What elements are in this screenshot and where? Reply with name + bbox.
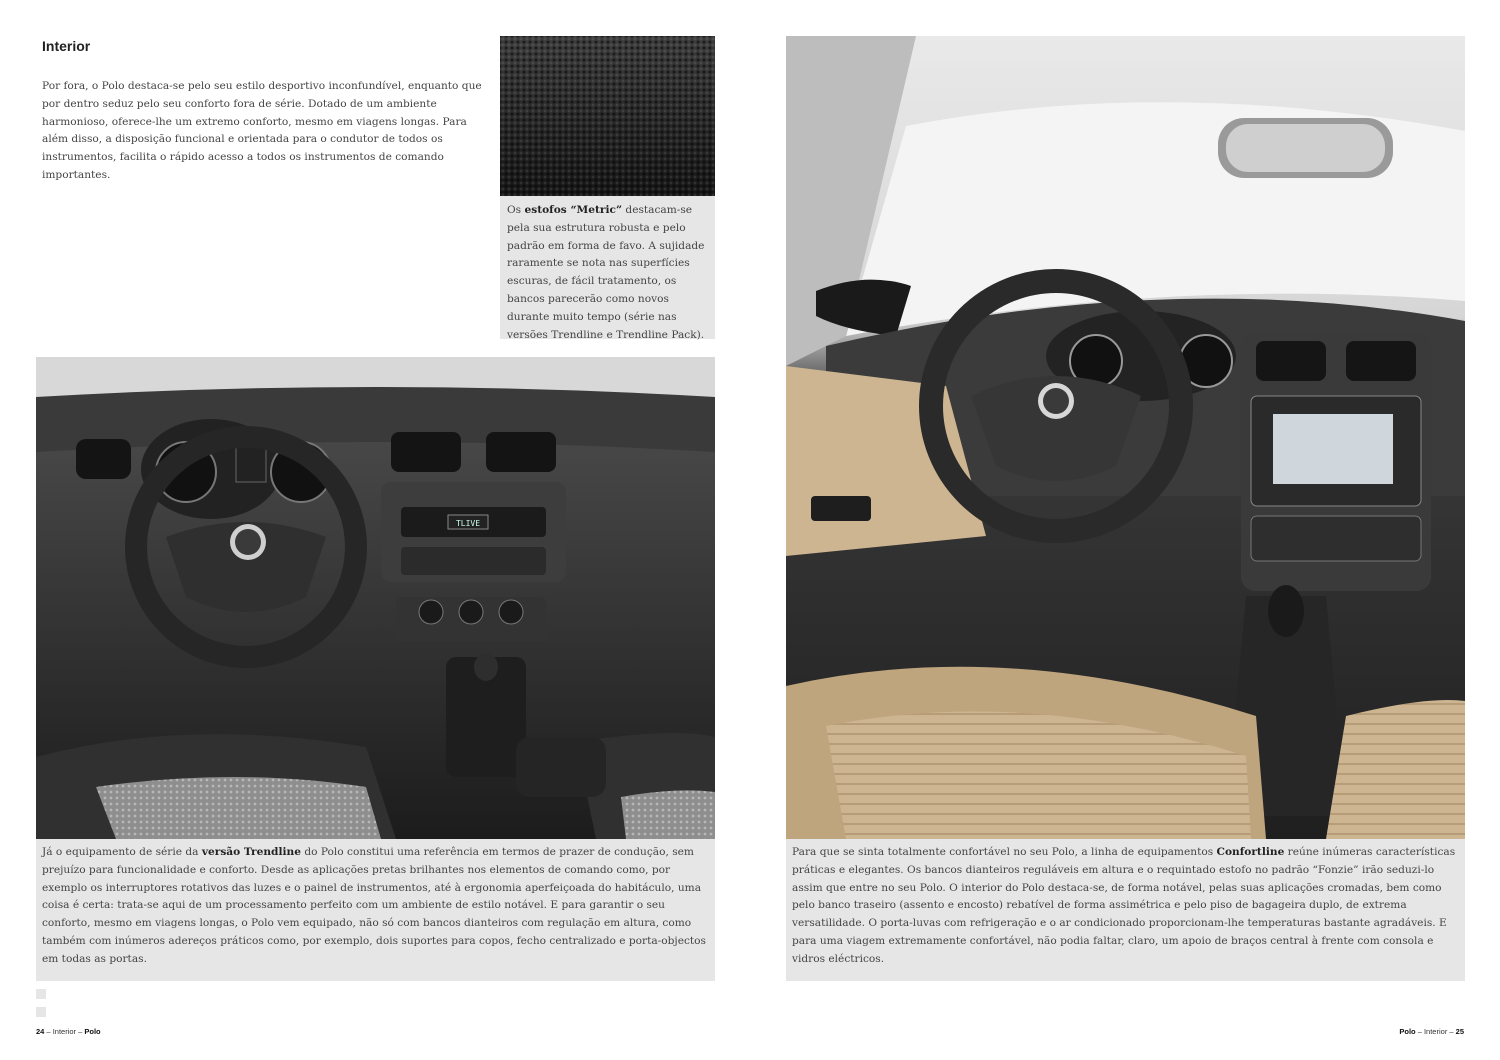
trendline-caption: Já o equipamento de série da versão Trendline do Polo constitui uma referência em termos de prazer de condução, sem prejuízo para funcionalidade e conforto. Desde as aplicações pretas brilhantes nos elementos de comando como, por exemplo os interruptores rotativos das luzes e o painel de instrumentos, até à ergonomia aperfeiçoada do habitáculo, uma coisa é certa: trata-se aqui de um processamento perfeito com um ambiente de estilo notável. E para garantir o seu conforto, mesmo em viagens longas, o Polo vem equipado, não só com bancos dianteiros com regulação em altura, como também com inúmeros adereços práticos como, por exemplo, dois suportes para copos, fecho centralizado e porta-objectos em todas as portas. (42, 846, 706, 965)
fabric-caption: Os estofos “Metric” destacam-se pela sua estrutura robusta e pelo padrão em forma de favo. A sujidade raramente se nota nas superfícies escuras, de fácil tratamento, os bancos parecerão como novos durante muito tempo (série nas versões Trendline e Trendline Pack). (507, 204, 705, 341)
footer-right: Polo – Interior – 25 (1399, 1027, 1464, 1036)
section-title: Interior (42, 38, 91, 54)
footer-left: 24 – Interior – Polo (36, 1027, 101, 1036)
decorative-square (36, 989, 46, 999)
radio-display-text: TLIVE (455, 519, 481, 528)
confortline-caption: Para que se sinta totalmente confortável no seu Polo, a linha de equipamentos Confortline reúne inúmeras características práticas e elegantes. Os bancos dianteiros reguláveis em altura e o requintado estofo no padrão “Fonzie” irão seduzi-lo assim que entre no seu Polo. O interior do Polo destaca-se, de forma notável, pelas suas aplicações cromadas, bem como pelo banco traseiro (assento e encosto) rebatível de forma assimétrica e pelo piso de bagageira duplo, de extrema versatilidade. O porta-luvas com refrigeração e o ar condicionado proporcionam-lhe temperaturas bastante agradáveis. E para uma viagem extremamente confortável, não podia faltar, claro, um apoio de braços central à frente com consola e vidros eléctricos. (792, 846, 1456, 965)
trendline-interior-photo (36, 357, 715, 839)
confortline-interior-photo (786, 36, 1465, 839)
decorative-square (36, 1007, 46, 1017)
intro-paragraph: Por fora, o Polo destaca-se pelo seu estilo desportivo inconfundível, enquanto que por dentro seduz pelo seu conforto fora de série. Dotado de um ambiente harmonioso, oferece-lhe um extremo conforto, mesmo em viagens longas. Para além disso, a disposição funcional e orientada para o condutor de todos os instrumentos, facilita o rápido acesso a todos os instrumentos de comando importantes. (42, 80, 482, 181)
metric-fabric-swatch (500, 36, 715, 196)
